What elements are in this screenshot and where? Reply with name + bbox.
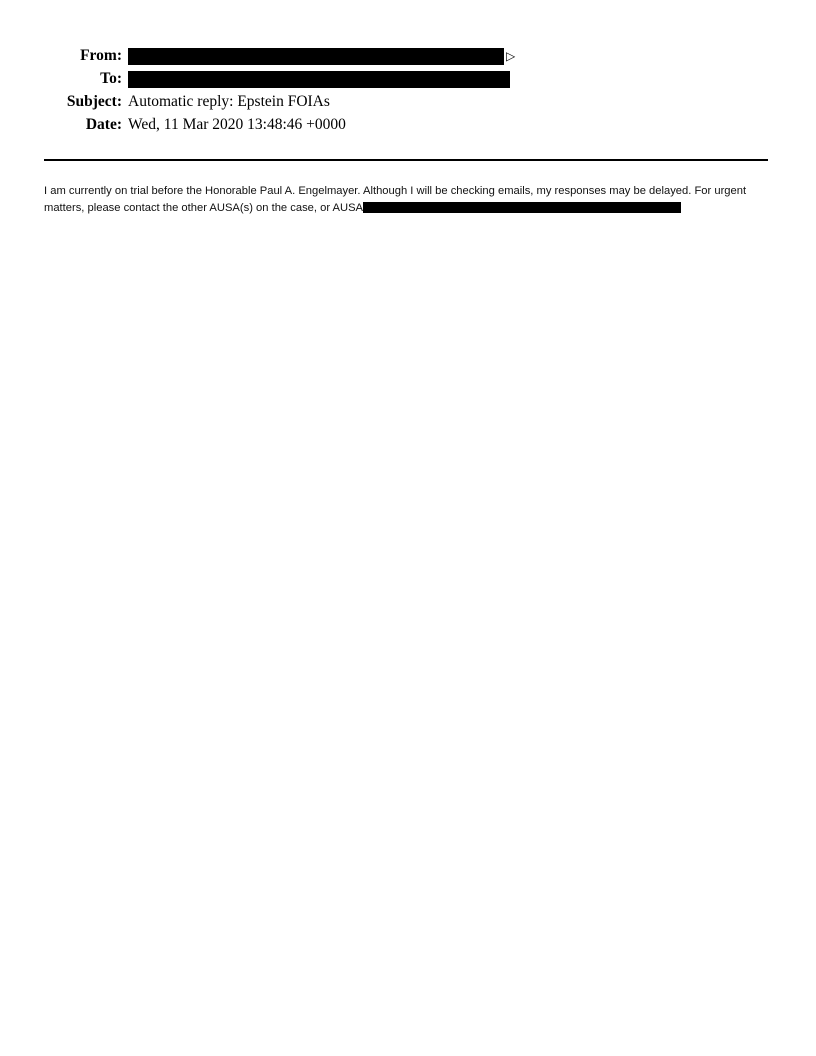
subject-value: Automatic reply: Epstein FOIAs — [128, 93, 330, 110]
redaction-bar-to — [128, 71, 510, 88]
date-label: Date: — [85, 116, 122, 133]
from-value — [128, 46, 515, 66]
subject-label: Subject: — [66, 93, 122, 110]
body-line-2 — [44, 200, 760, 217]
redaction-bar-body — [363, 202, 681, 213]
redaction-bar-from — [128, 48, 504, 65]
header-row-from — [44, 46, 772, 66]
body-line-1: I am currently on trial before the Honorable Paul A. Engelmayer. Although I will be checking emails, my responses may be delayed. For urgent — [44, 185, 747, 197]
header-divider — [44, 159, 768, 161]
header-row-date — [44, 115, 772, 135]
header-row-subject — [44, 92, 772, 112]
date-value: Wed, 11 Mar 2020 13:48:46 +0000 — [128, 116, 346, 133]
from-label: From: — [80, 47, 122, 64]
email-header — [44, 46, 772, 138]
to-label: To: — [100, 70, 122, 87]
body-line-2-text: matters, please contact the other AUSA(s) on the case, or AUSA — [44, 202, 364, 214]
header-row-to — [44, 69, 772, 89]
email-body — [44, 183, 760, 217]
to-value — [128, 69, 510, 89]
triangle-icon: ▷ — [506, 48, 516, 63]
